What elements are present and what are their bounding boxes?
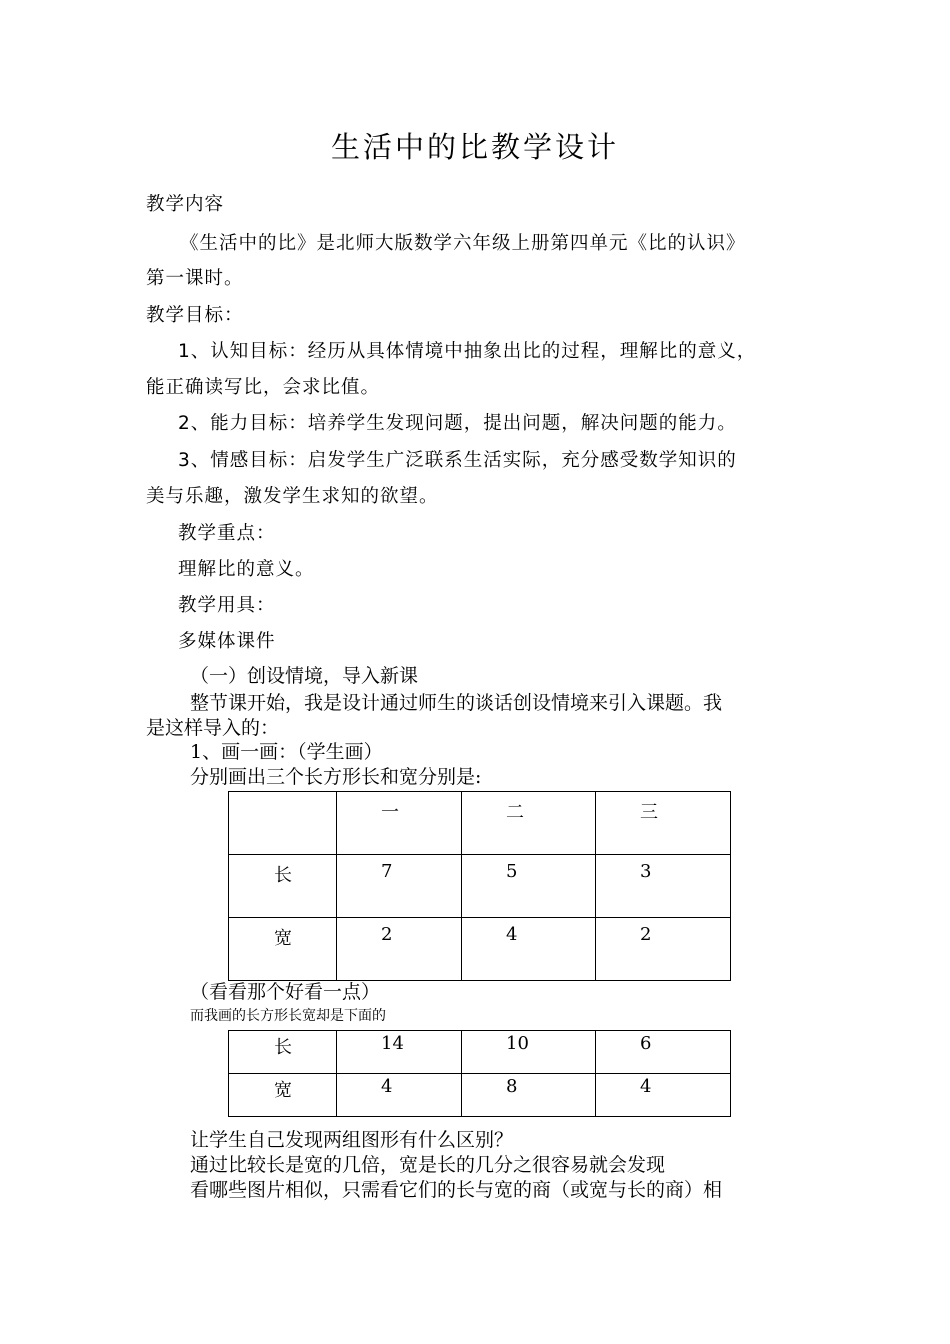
draw-heading: 1、画一画：（学生画）	[190, 741, 383, 763]
table-cell	[596, 918, 731, 981]
value-cell: 10	[506, 1033, 529, 1054]
discover-question: 让学生自己发现两组图形有什么区别？	[190, 1129, 514, 1151]
header-cell: 一	[381, 802, 399, 823]
table-row	[229, 1031, 731, 1074]
table-header-row	[229, 792, 731, 855]
draw-intro: 分别画出三个长方形长和宽分别是:	[190, 766, 482, 788]
row-label: 长	[274, 1037, 292, 1058]
value-cell: 14	[381, 1033, 404, 1054]
table-cell	[596, 1074, 731, 1117]
compare-line: 通过比较长是宽的几倍，宽是长的几分之很容易就会发现	[190, 1154, 666, 1176]
table-cell	[229, 918, 337, 981]
rectangles-table-1	[228, 791, 731, 981]
table-cell	[337, 1031, 462, 1074]
header-cell: 二	[506, 802, 524, 823]
value-cell: 5	[506, 861, 518, 882]
table-cell	[462, 1031, 596, 1074]
similar-line: 看哪些图片相似，只需看它们的长与宽的商（或宽与长的商）相	[190, 1179, 723, 1201]
table-cell	[596, 855, 731, 918]
key-point-heading: 教学重点：	[178, 523, 276, 544]
table-cell	[229, 1031, 337, 1074]
objective-2: 2、能力目标：培养学生发现问题，提出问题，解决问题的能力。	[178, 413, 737, 434]
table-cell	[596, 792, 731, 855]
rectangles-table-2	[228, 1030, 731, 1117]
row-label: 长	[274, 865, 292, 886]
content-text-line1: 《生活中的比》是北师大版数学六年级上册第四单元《比的认识》	[180, 233, 746, 254]
table-cell	[337, 1074, 462, 1117]
value-cell: 4	[381, 1076, 393, 1097]
header-blank	[229, 792, 336, 798]
table-row	[229, 918, 731, 981]
row-label: 宽	[274, 1080, 292, 1101]
page-title: 生活中的比教学设计	[330, 130, 619, 164]
objective-3-line1: 3、情感目标：启发学生广泛联系生活实际，充分感受数学知识的	[178, 450, 737, 471]
tools-text: 多媒体课件	[178, 631, 276, 652]
tools-heading: 教学用具：	[178, 595, 276, 616]
content-text-line2: 第一课时。	[146, 268, 244, 289]
table-row	[229, 1074, 731, 1117]
value-cell: 6	[640, 1033, 652, 1054]
table-cell	[337, 792, 462, 855]
header-cell: 三	[640, 802, 658, 823]
value-cell: 8	[506, 1076, 518, 1097]
table-cell	[337, 918, 462, 981]
table-row	[229, 855, 731, 918]
value-cell: 4	[640, 1076, 652, 1097]
content-heading: 教学内容	[146, 194, 225, 215]
look-note: （看看那个好看一点）	[190, 981, 381, 1003]
objective-1-line1: 1、认知目标：经历从具体情境中抽象出比的过程，理解比的意义，	[178, 341, 757, 362]
table-cell	[462, 918, 596, 981]
objective-1-line2: 能正确读写比，会求比值。	[146, 377, 381, 398]
value-cell: 7	[381, 861, 393, 882]
table-cell	[229, 855, 337, 918]
row-label: 宽	[274, 928, 292, 949]
para1-line2: 是这样导入的：	[146, 717, 280, 739]
table-cell	[229, 1074, 337, 1117]
key-point-text: 理解比的意义。	[178, 559, 315, 580]
value-cell: 2	[381, 924, 393, 945]
my-drawing-note: 而我画的长方形长宽却是下面的	[190, 1008, 386, 1024]
value-cell: 4	[506, 924, 518, 945]
objective-3-line2: 美与乐趣，激发学生求知的欲望。	[146, 486, 439, 507]
value-cell: 3	[640, 861, 652, 882]
table-cell	[462, 792, 596, 855]
para1-line1: 整节课开始，我是设计通过师生的谈话创设情境来引入课题。我	[190, 692, 723, 714]
step-1-heading: （一）创设情境，导入新课	[190, 665, 419, 687]
table-cell	[596, 1031, 731, 1074]
table-cell	[462, 855, 596, 918]
table-cell	[337, 855, 462, 918]
value-cell: 2	[640, 924, 652, 945]
table-cell	[462, 1074, 596, 1117]
table-cell	[229, 792, 337, 855]
objectives-heading: 教学目标：	[146, 305, 244, 326]
